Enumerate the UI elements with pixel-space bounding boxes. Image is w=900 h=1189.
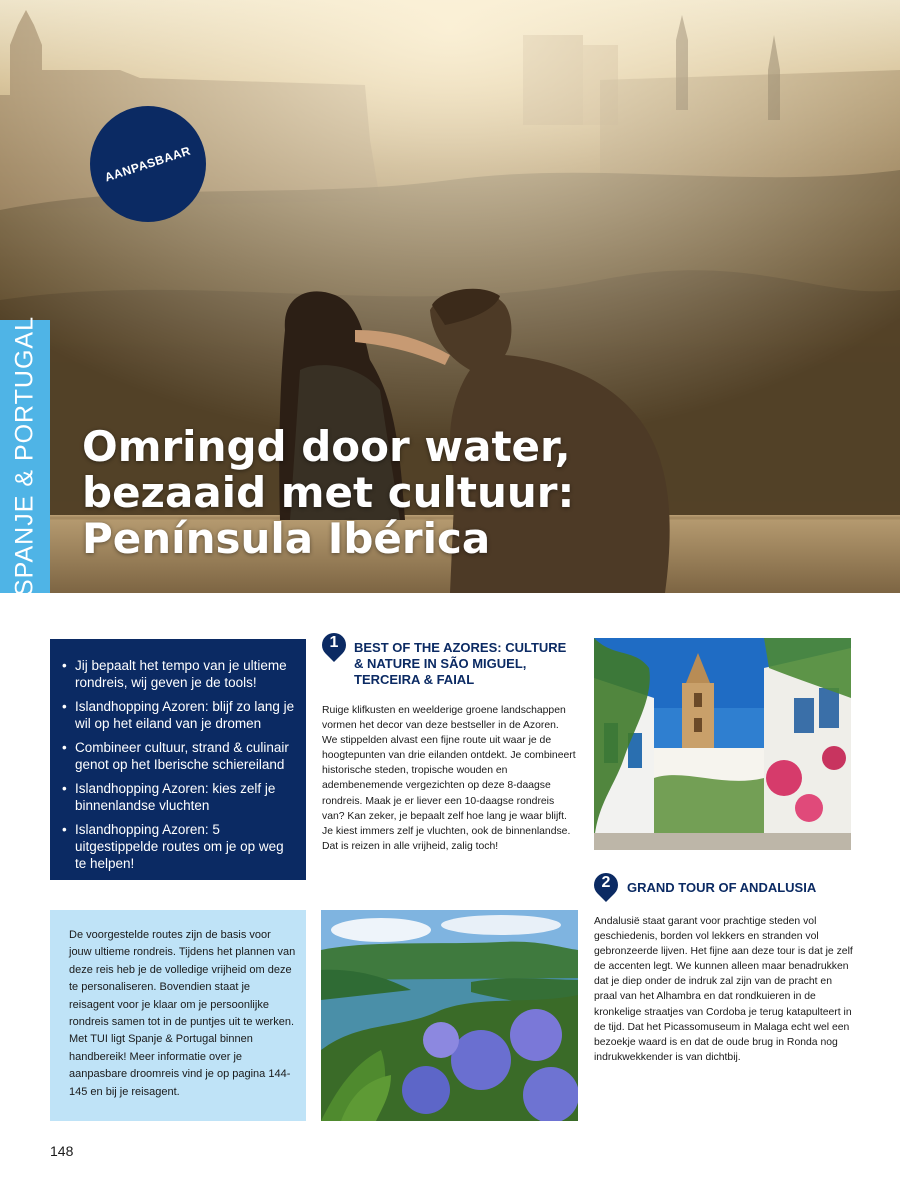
badge-label: AANPASBAAR (103, 143, 193, 185)
highlights-box (50, 639, 306, 880)
list-item: • Islandhopping Azoren: blijf zo lang je wil op het eiland van je dromen (62, 698, 296, 732)
country-side-tab (0, 315, 50, 597)
hero-photo (0, 0, 900, 593)
title-line: bezaaid met cultuur: (82, 468, 575, 517)
azores-lake-image (321, 910, 578, 1121)
title-line: Omringd door water, (82, 422, 571, 471)
title-line: Península Ibérica (82, 514, 491, 563)
highlights-list (62, 657, 296, 872)
page-title (82, 424, 574, 562)
info-box (50, 910, 306, 1121)
list-item: • Islandhopping Azoren: kies zelf je binnenlandse vluchten (62, 780, 296, 814)
section-number: 1 (329, 634, 339, 651)
customizable-badge (90, 106, 206, 222)
section-body: Andalusië staat garant voor prachtige steden vol geschiedenis, borden vol lekkers en stranden vol gebronzeerde lijven. Het fijne aan deze tour is dat je zelf de accenten legt. We kunnen alleen maar benadrukken dat je diep onder de indruk zal zijn van de pracht en praal van het Alhambra en dat rondkuieren in de kronkelige straatjes van Cordoba je terug katapulteert in de tijd. Dat het Picassomuseum in Malaga echt wel een bezoekje waard is en dat de oude brug in Ronda nog indrukwekkender is van dichtbij. (594, 916, 853, 1063)
info-text: De voorgestelde routes zijn de basis voor jouw ultieme rondreis. Tijdens het plannen van deze reis heb je de volledige vrijheid om deze te personaliseren. Bovendien staat je reisagent voor je klaar om je persoonlijke rondreis samen tot in de puntjes uit te werken. Met TUI ligt Spanje & Portugal binnen handbereik! Meer informatie over je aanpasbare droomreis vind je op pagina 144-145 en bij je reisagent. (69, 929, 296, 1098)
section-body: Ruige klifkusten en weelderige groene landschappen vormen het decor van deze bestseller in de Azoren. We stippelden alvast een fijne route uit waar je de hoogtepunten van drie eilanden ontdekt. Je combineert historische steden, tropische wouden en adembenemende vergezichten op deze 8-daagse rondreis. Maak je er liever een 10-daagse rondreis van? Kan zeker, je bepaalt zelf hoe lang je waar blijft. Je kiest immers zelf je vluchten, ook de binnenlandse. Dat is reizen in alle vrijheid, zalig toch! (322, 705, 576, 852)
list-item: • Combineer cultuur, strand & culinair genot op het Iberische schiereiland (62, 739, 296, 773)
andalusia-street-image (594, 638, 851, 850)
side-tab-label: SPANJE & PORTUGAL (10, 315, 39, 597)
section-title: BEST OF THE AZORES: CULTURE & NATURE IN SÃO MIGUEL, TERCEIRA & FAIAL (354, 640, 567, 687)
section-number: 2 (601, 874, 611, 891)
page-number: 148 (50, 1143, 74, 1159)
list-item: • Islandhopping Azoren: 5 uitgestippelde routes om je op weg te helpen! (62, 821, 296, 872)
list-item: • Jij bepaalt het tempo van je ultieme rondreis, wij geven je de tools! (62, 657, 296, 691)
section-title: GRAND TOUR OF ANDALUSIA (627, 880, 817, 895)
